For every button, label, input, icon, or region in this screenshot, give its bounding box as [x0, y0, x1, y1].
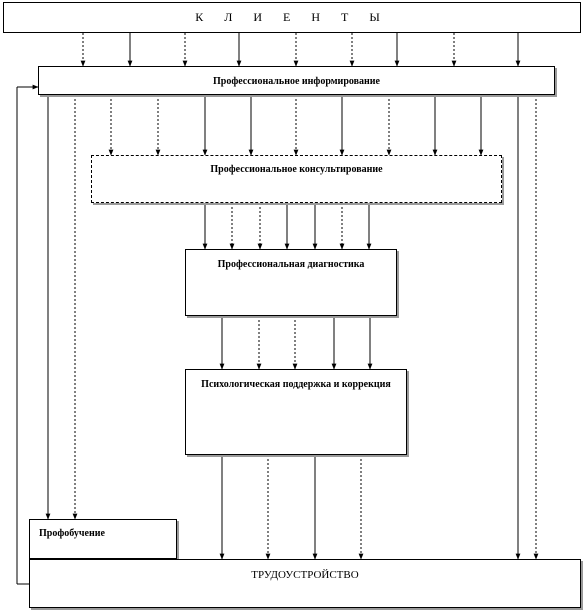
employment-label: ТРУДОУСТРОЙСТВО [251, 569, 359, 581]
prof-training-label: Профобучение [39, 528, 105, 539]
psych-support-label: Психологическая поддержка и коррекция [201, 379, 391, 390]
prof-consult-box [91, 155, 502, 203]
clients-label: К Л И Е Н Т Ы [195, 10, 389, 24]
prof-info-box [38, 66, 555, 95]
psych-support-box [185, 369, 407, 455]
clients-box [3, 2, 581, 33]
prof-diag-label: Профессиональная диагностика [217, 259, 365, 270]
prof-consult-label: Профессиональное консультирование [210, 164, 383, 175]
prof-training-box [29, 519, 177, 559]
employment-box [29, 559, 581, 608]
prof-diag-box [185, 249, 397, 316]
prof-info-label: Профессиональное информирование [212, 76, 380, 87]
